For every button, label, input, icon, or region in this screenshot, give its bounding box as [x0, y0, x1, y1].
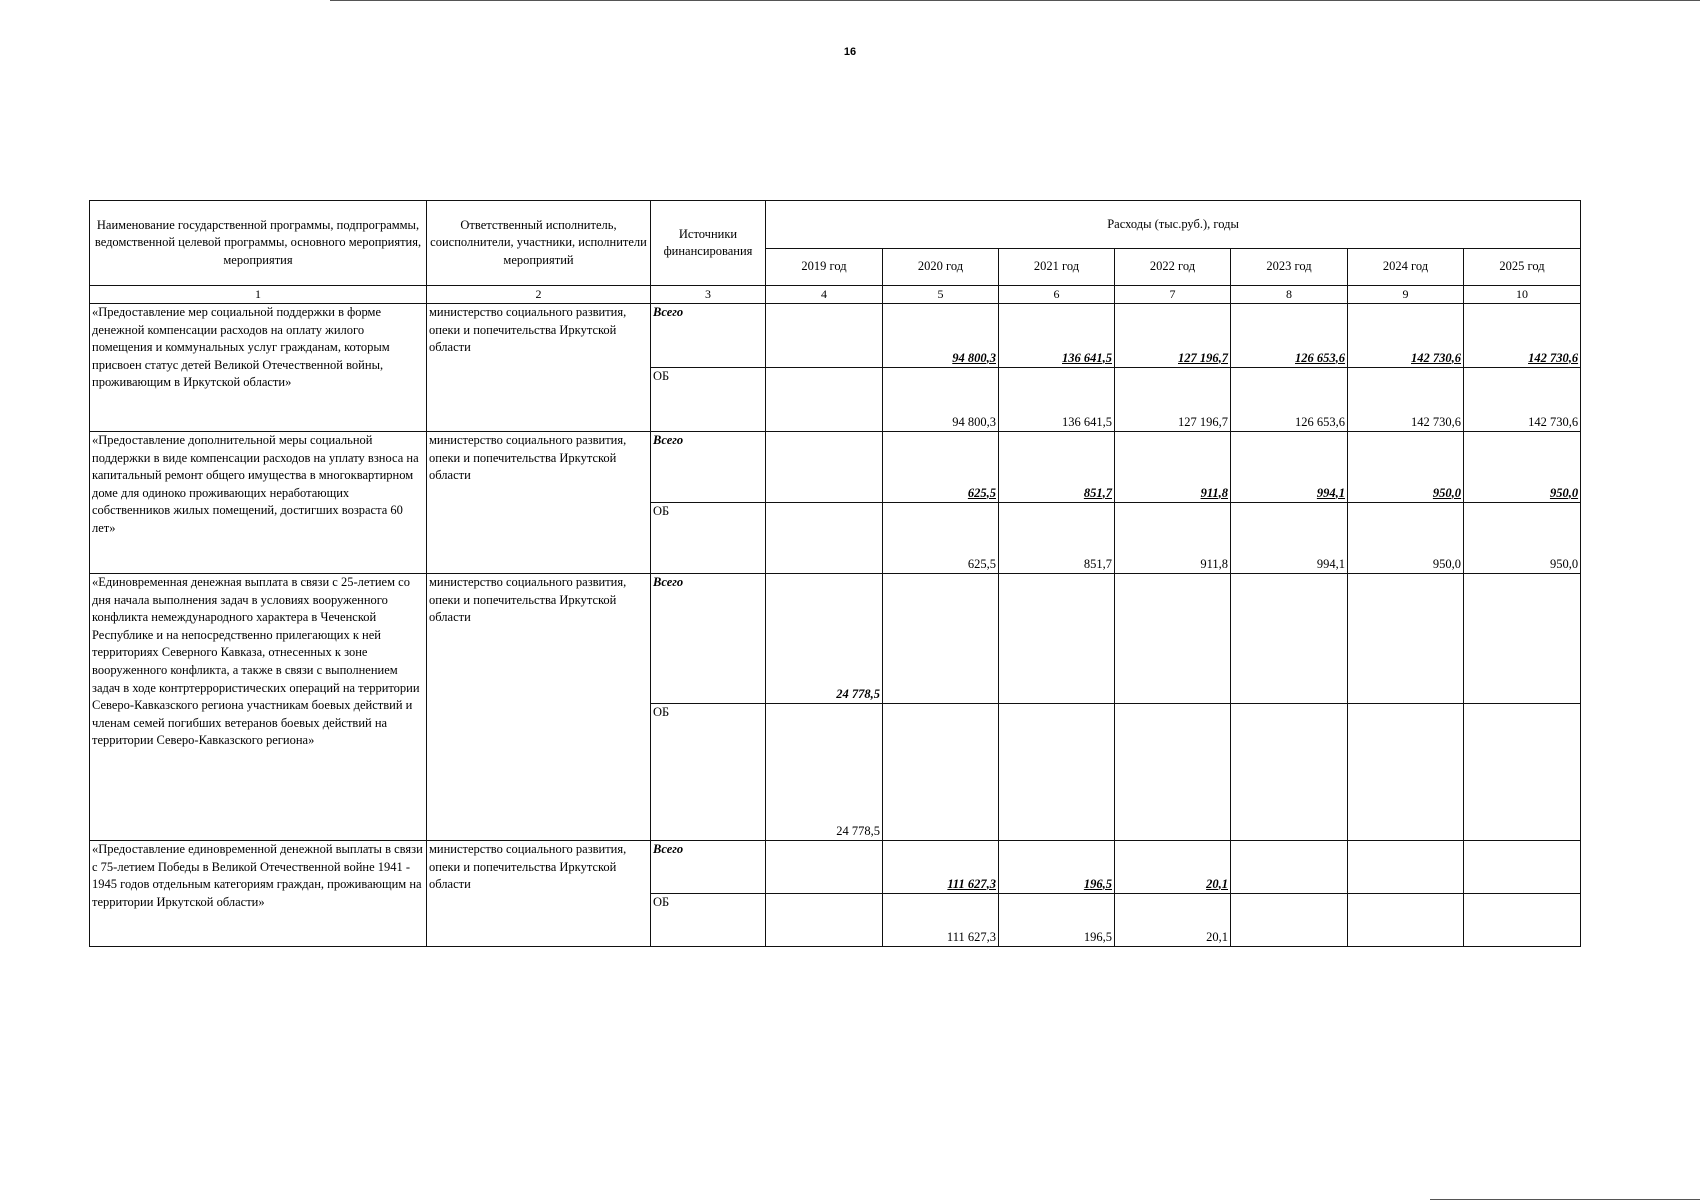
ob-value: 136 641,5: [999, 368, 1115, 432]
header-year: 2024 год: [1348, 249, 1464, 286]
column-number: 4: [766, 286, 883, 304]
total-value: 196,5: [999, 841, 1115, 894]
header-year: 2023 год: [1231, 249, 1348, 286]
ob-value: 126 653,6: [1231, 368, 1348, 432]
ob-value: 94 800,3: [883, 368, 999, 432]
total-value: 20,1: [1115, 841, 1231, 894]
total-value: 911,8: [1115, 432, 1231, 503]
total-value: 950,0: [1348, 432, 1464, 503]
total-value: [766, 432, 883, 503]
ob-value: [999, 704, 1115, 841]
column-number: 10: [1464, 286, 1581, 304]
ob-value: 994,1: [1231, 503, 1348, 574]
executor: министерство социального развития, опеки и попечительства Иркутской области: [427, 304, 651, 432]
header-year: 2019 год: [766, 249, 883, 286]
ob-value: [766, 368, 883, 432]
total-value: 994,1: [1231, 432, 1348, 503]
total-value: [766, 304, 883, 368]
header-expenses: Расходы (тыс.руб.), годы: [766, 201, 1581, 249]
ob-value: 196,5: [999, 894, 1115, 947]
column-number: 6: [999, 286, 1115, 304]
source-total-label: Всего: [651, 841, 766, 894]
header-year: 2022 год: [1115, 249, 1231, 286]
header-year: 2025 год: [1464, 249, 1581, 286]
ob-value: [766, 894, 883, 947]
ob-value: 142 730,6: [1348, 368, 1464, 432]
total-value: 136 641,5: [999, 304, 1115, 368]
table-row-total: [90, 432, 1581, 503]
ob-value: 142 730,6: [1464, 368, 1581, 432]
total-value: 851,7: [999, 432, 1115, 503]
ob-value: 911,8: [1115, 503, 1231, 574]
header-executor: Ответственный исполнитель, соисполнители, участники, исполнители мероприятий: [427, 201, 651, 286]
ob-value: 851,7: [999, 503, 1115, 574]
table-row-total: [90, 841, 1581, 894]
ob-value: [1231, 894, 1348, 947]
source-ob-label: ОБ: [651, 368, 766, 432]
executor: министерство социального развития, опеки и попечительства Иркутской области: [427, 574, 651, 841]
ob-value: 127 196,7: [1115, 368, 1231, 432]
total-value: [999, 574, 1115, 704]
source-ob-label: ОБ: [651, 894, 766, 947]
total-value: 24 778,5: [766, 574, 883, 704]
program-name: «Предоставление дополнительной меры социальной поддержки в виде компенсации расходов на уплату взноса на капитальный ремонт общего имущества в многоквартирном доме для одиноко проживающих неработающих собственников жилых помещений, достигших возраста 60 лет»: [90, 432, 427, 574]
total-value: 625,5: [883, 432, 999, 503]
header-name: Наименование государственной программы, подпрограммы, ведомственной целевой программы, основного мероприятия, мероприятия: [90, 201, 427, 286]
total-value: [1348, 574, 1464, 704]
ob-value: [1115, 704, 1231, 841]
table-row-total: [90, 574, 1581, 704]
column-number: 9: [1348, 286, 1464, 304]
ob-value: [1231, 704, 1348, 841]
total-value: 142 730,6: [1348, 304, 1464, 368]
executor: министерство социального развития, опеки и попечительства Иркутской области: [427, 841, 651, 947]
ob-value: [1464, 704, 1581, 841]
source-total-label: Всего: [651, 432, 766, 503]
source-total-label: Всего: [651, 304, 766, 368]
total-value: 950,0: [1464, 432, 1581, 503]
ob-value: [1348, 894, 1464, 947]
column-number: 5: [883, 286, 999, 304]
total-value: [1464, 841, 1581, 894]
total-value: [1464, 574, 1581, 704]
column-number: 7: [1115, 286, 1231, 304]
ob-value: 950,0: [1348, 503, 1464, 574]
total-value: [1348, 841, 1464, 894]
header-year: 2021 год: [999, 249, 1115, 286]
column-number-row: [90, 286, 1581, 304]
total-value: 111 627,3: [883, 841, 999, 894]
column-number: 8: [1231, 286, 1348, 304]
total-value: [1231, 574, 1348, 704]
total-value: [1115, 574, 1231, 704]
source-ob-label: ОБ: [651, 704, 766, 841]
ob-value: 20,1: [1115, 894, 1231, 947]
ob-value: 950,0: [1464, 503, 1581, 574]
program-name: «Предоставление мер социальной поддержки в форме денежной компенсации расходов на оплату жилого помещения и коммунальных услуг гражданам, которым присвоен статус детей Великой Отечественной войны, проживающим в Иркутской области»: [90, 304, 427, 432]
table-row-total: [90, 304, 1581, 368]
ob-value: [1348, 704, 1464, 841]
total-value: 94 800,3: [883, 304, 999, 368]
total-value: [883, 574, 999, 704]
header-source: Источники финансирования: [651, 201, 766, 286]
header-year: 2020 год: [883, 249, 999, 286]
total-value: 126 653,6: [1231, 304, 1348, 368]
total-value: 142 730,6: [1464, 304, 1581, 368]
total-value: 127 196,7: [1115, 304, 1231, 368]
total-value: [1231, 841, 1348, 894]
program-name: «Единовременная денежная выплата в связи с 25-летием со дня начала выполнения задач в условиях вооруженного конфликта немеждународного характера в Чеченской Республике и на непосредственно прилегающих к ней территориях Северного Кавказа, отнесенных к зоне вооруженного конфликта, а также в связи с выполнением задач в ходе контртеррористических операций на территории Северо-Кавказского региона участникам боевых действий и членам семей погибших ветеранов боевых действий на территории Северо-Кавказского региона»: [90, 574, 427, 841]
executor: министерство социального развития, опеки и попечительства Иркутской области: [427, 432, 651, 574]
scan-edge-top: [330, 0, 1700, 1]
ob-value: [766, 503, 883, 574]
budget-table: [89, 200, 1581, 947]
column-number: 1: [90, 286, 427, 304]
ob-value: 111 627,3: [883, 894, 999, 947]
ob-value: 24 778,5: [766, 704, 883, 841]
ob-value: [1464, 894, 1581, 947]
program-name: «Предоставление единовременной денежной выплаты в связи с 75-летием Победы в Великой Отечественной войне 1941 - 1945 годов отдельным категориям граждан, проживающим на территории Иркутской области»: [90, 841, 427, 947]
source-total-label: Всего: [651, 574, 766, 704]
ob-value: 625,5: [883, 503, 999, 574]
column-number: 2: [427, 286, 651, 304]
ob-value: [883, 704, 999, 841]
source-ob-label: ОБ: [651, 503, 766, 574]
column-number: 3: [651, 286, 766, 304]
page-number: 16: [843, 46, 857, 58]
total-value: [766, 841, 883, 894]
